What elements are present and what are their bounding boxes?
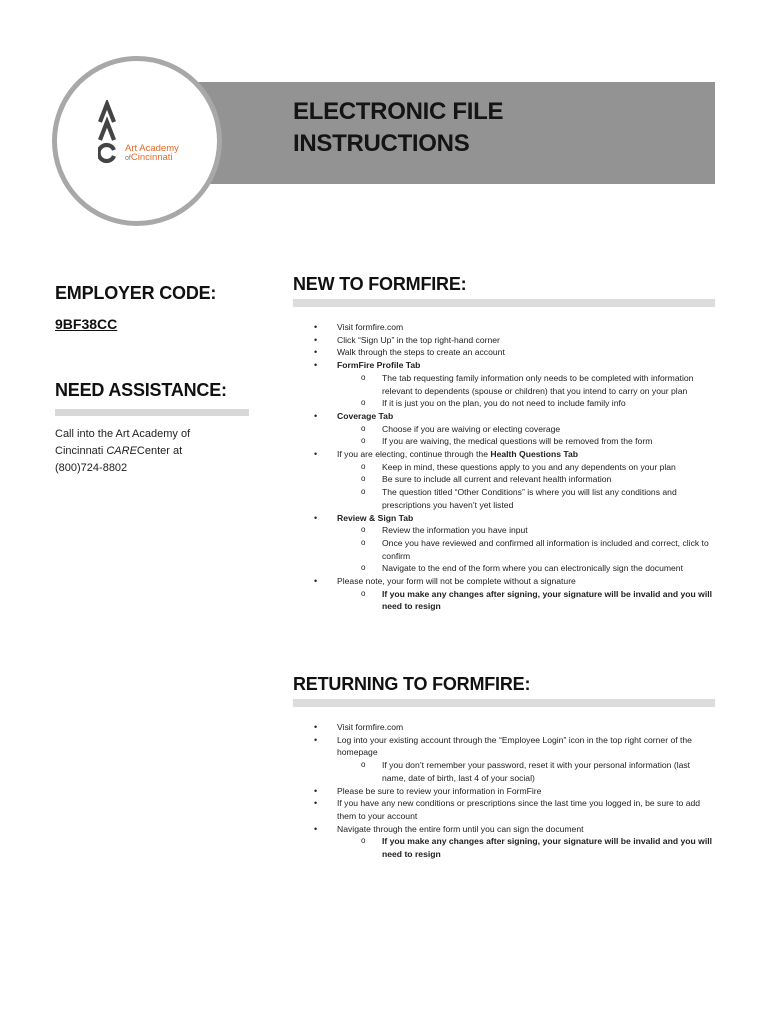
assistance-block (55, 380, 249, 416)
new-steps-list (293, 321, 715, 613)
assistance-divider (55, 409, 249, 416)
returning-steps-list (293, 721, 715, 861)
sub-item (337, 835, 715, 860)
list-item (293, 448, 715, 512)
list-item-text: Review & Sign Tab (337, 512, 414, 523)
sub-item-bold: If you make any changes after signing, your signature will be invalid and you will need to resign (382, 836, 712, 860)
sub-item: o Choose if you are waiving or electing coverage (337, 423, 715, 436)
sub-item: o The question titled “Other Conditions” is where you will list any conditions and prescriptions you haven’t yet listed (337, 486, 715, 511)
list-item (293, 410, 715, 448)
list-item (293, 785, 715, 798)
list-item (293, 797, 715, 822)
list-item-text: Log into your existing account through the “Employee Login” icon in the top right corner of the homepage (337, 734, 692, 758)
list-item (293, 734, 715, 785)
sub-item: o If you don’t remember your password, reset it with your personal information (last name, date of birth, last 4 of your social) (337, 759, 715, 784)
list-item-text: If you have any new conditions or prescriptions since the last time you logged in, be sure to add them to your account (337, 798, 701, 821)
logo-wordmark (125, 144, 179, 163)
list-item-text: Navigate through the entire form until you can sign the document (337, 823, 584, 834)
contact-line-2a: Cincinnati (55, 445, 107, 457)
list-item-text: Please note, your form will not be complete without a signature (337, 576, 576, 587)
sub-item (337, 588, 715, 613)
list-item-text: FormFire Profile Tab (337, 360, 421, 371)
list-item (293, 321, 715, 334)
title-line-2: INSTRUCTIONS (293, 130, 470, 157)
list-item (293, 823, 715, 861)
list-item (293, 575, 715, 613)
new-section-title: NEW TO FORMFIRE: (293, 274, 467, 294)
logo-of: of (125, 155, 131, 162)
list-item-text: If you are electing, continue through the (337, 449, 491, 460)
contact-care: CARE (106, 445, 137, 457)
list-item-text: Click “Sign Up” in the top right-hand corner (337, 334, 500, 345)
returning-to-formfire-section (293, 674, 715, 861)
contact-phone: (800)724-8802 (55, 462, 128, 474)
list-item-bold: Health Questions Tab (490, 449, 579, 460)
list-item-text: Please be sure to review your information in FormFire (337, 785, 542, 796)
sub-item: o Keep in mind, these questions apply to you and any dependents on your plan (337, 461, 715, 474)
list-item-text: Visit formfire.com (337, 722, 404, 732)
list-item-text: Visit formfire.com (337, 322, 404, 332)
sub-item: o If it is just you on the plan, you do not need to include family info (337, 397, 715, 410)
logo-line-2: Cincinnati (130, 152, 173, 163)
contact-line-1: Call into the Art Academy of (55, 428, 191, 440)
sub-item: o If you are waiving, the medical questions will be removed from the form (337, 435, 715, 448)
title-line-1: ELECTRONIC FILE (293, 98, 504, 125)
returning-section-divider (293, 699, 715, 707)
new-to-formfire-section (293, 274, 715, 613)
list-item-text: Coverage Tab (337, 410, 394, 421)
sub-item: o Review the information you have input (337, 524, 715, 537)
contact-line-2b: Center at (136, 445, 183, 457)
employer-code-block (55, 283, 249, 332)
employer-code-heading: EMPLOYER CODE: (55, 283, 217, 303)
new-section-divider (293, 299, 715, 307)
sub-item: o Once you have reviewed and confirmed all information is included and correct, click to confirm (337, 537, 715, 562)
list-item (293, 346, 715, 359)
list-item (293, 512, 715, 576)
sub-item: o Navigate to the end of the form where you can electronically sign the document (337, 562, 715, 575)
sub-item-bold: If you make any changes after signing, your signature will be invalid and you will need to resign (382, 588, 712, 612)
sub-item: o Be sure to include all current and relevant health information (337, 473, 715, 486)
list-item (293, 721, 715, 734)
document-title (293, 96, 503, 160)
assistance-contact (55, 426, 255, 477)
list-item (293, 334, 715, 347)
list-item-text: Walk through the steps to create an account (337, 347, 505, 358)
sub-item: o The tab requesting family information only needs to be completed with information relevant to dependents (spouse or children) that you intend to carry on your plan (337, 372, 715, 397)
employer-code-value: 9BF38CC (55, 316, 118, 332)
returning-section-title: RETURNING TO FORMFIRE: (293, 674, 531, 694)
logo-line-1: Art Academy (125, 143, 179, 154)
list-item (293, 359, 715, 410)
assistance-heading: NEED ASSISTANCE: (55, 380, 227, 400)
